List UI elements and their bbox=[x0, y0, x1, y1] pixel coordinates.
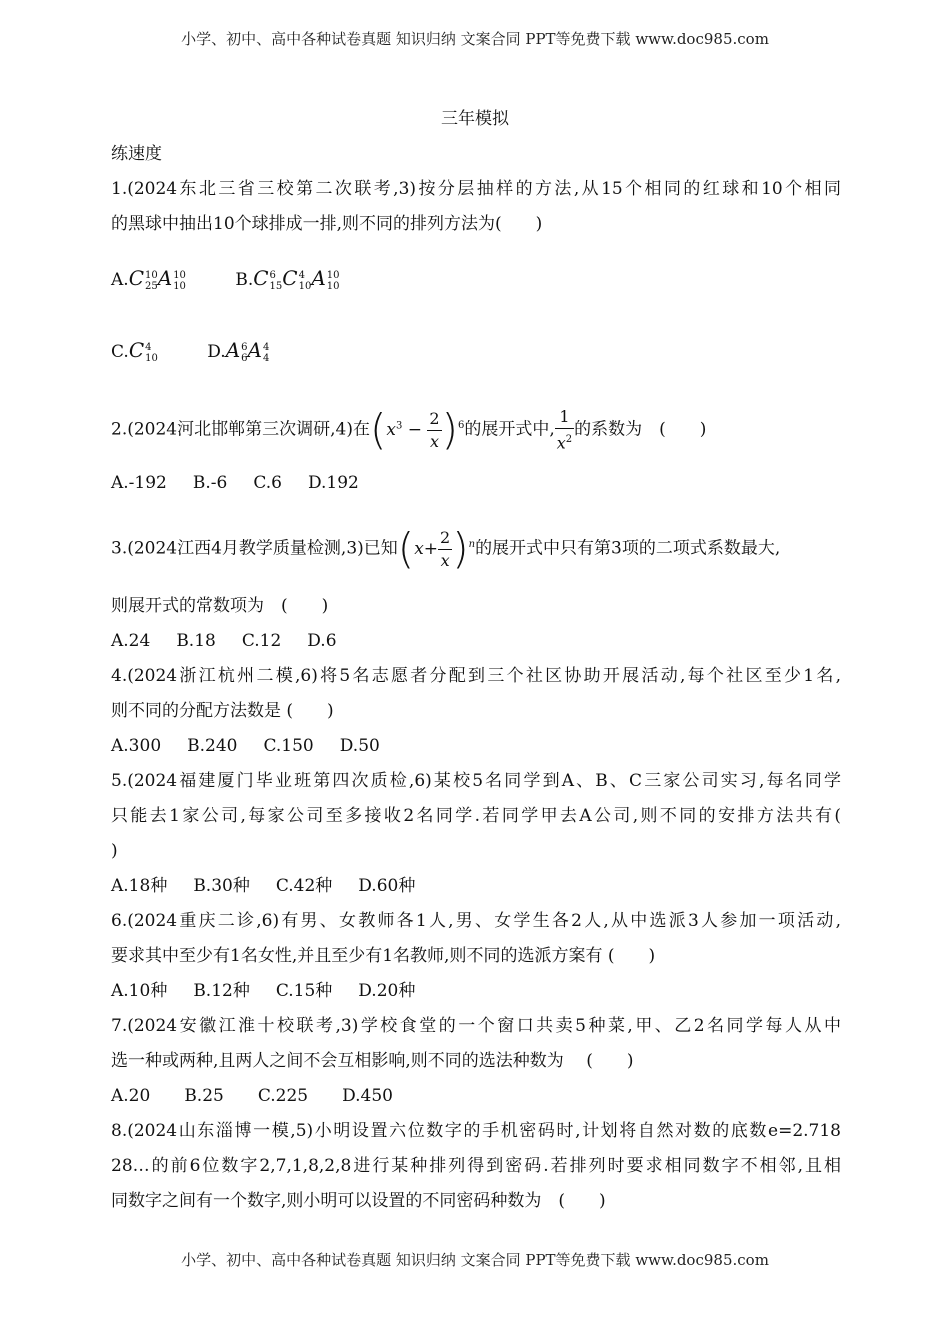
q6-option-c: C.15种 bbox=[275, 981, 333, 1001]
q4-option-a: A.300 bbox=[111, 736, 162, 756]
q3-option-a: A.24 bbox=[111, 631, 151, 651]
q3-options bbox=[111, 624, 841, 659]
q2-expression: $x^3$ − $\frac{2}{x}$ bbox=[386, 408, 440, 451]
q5-options bbox=[111, 869, 841, 904]
q8-text-line3: 同数字之间有一个数字,则小明可以设置的不同密码种数为 ( ) bbox=[111, 1191, 606, 1211]
section-heading: 练速度 bbox=[111, 144, 162, 164]
q8-text-line1: 8.(2024山东淄博一模,5)小明设置六位数字的手机密码时,计划将自然对数的底数e=2.718 bbox=[111, 1121, 841, 1141]
q4-option-b: B.240 bbox=[187, 736, 238, 756]
q2-options bbox=[111, 466, 841, 501]
q7-text-line1: 7.(2024安徽江淮十校联考,3)学校食堂的一个窗口共卖5种菜,甲、乙2名同学每人从中 bbox=[111, 1016, 841, 1036]
q5-text-line2: 只能去1家公司,每家公司至多接收2名同学.若同学甲去A公司,则不同的安排方法共有( bbox=[111, 806, 841, 826]
q4-option-c: C.150 bbox=[263, 736, 314, 756]
q5-option-b: B.30种 bbox=[193, 876, 250, 896]
q4-text-line1: 4.(2024浙江杭州二模,6)将5名志愿者分配到三个社区协助开展活动,每个社区至少1名, bbox=[111, 666, 841, 686]
page-title: 三年模拟 bbox=[441, 109, 509, 129]
q6-text-line1: 6.(2024重庆二诊,6)有男、女教师各1人,男、女学生各2人,从中选派3人参加一项活动, bbox=[111, 911, 841, 931]
q4-text-line2: 则不同的分配方法数是 ( ) bbox=[111, 701, 334, 721]
q5-text-line1: 5.(2024福建厦门毕业班第四次质检,6)某校5名同学到A、B、C三家公司实习,每名同学 bbox=[111, 771, 841, 791]
q7-option-b: B.25 bbox=[184, 1086, 224, 1106]
q8-text-line2: 28…的前6位数字2,7,1,8,2,8进行某种排列得到密码.若排列时要求相同数字不相邻,且相 bbox=[111, 1156, 841, 1176]
q3-option-d: D.6 bbox=[307, 631, 337, 651]
q2-text: 2.(2024河北邯郸第三次调研,4)在($x^3$ − $\frac{2}{x}$ )$^6$的展开式中, $\frac{1}{x^2}$ 的系数为 ( ) bbox=[111, 405, 707, 455]
q3-option-c: C.12 bbox=[241, 631, 282, 651]
q1-options-row2 bbox=[111, 314, 841, 386]
q3-option-b: B.18 bbox=[176, 631, 216, 651]
page-footer: 小学、初中、高中各种试卷真题 知识归纳 文案合同 PPT等免费下载 www.doc985.com bbox=[181, 1251, 769, 1269]
question-list bbox=[111, 137, 841, 1219]
q1-option-b: B.C 6 15 C 4 10 A 10 10 bbox=[235, 266, 340, 292]
q5-option-c: C.42种 bbox=[275, 876, 333, 896]
q1-option-c: C.C 4 10 bbox=[111, 338, 158, 364]
q3-text-line2: 则展开式的常数项为 ( ) bbox=[111, 596, 329, 616]
q1-option-a: A.C 10 25 A 10 10 bbox=[111, 266, 186, 292]
q1-options-row1 bbox=[111, 242, 841, 314]
q4-option-d: D.50 bbox=[339, 736, 380, 756]
q7-option-d: D.450 bbox=[342, 1086, 393, 1106]
q1-text-line1: 1.(2024东北三省三校第二次联考,3)按分层抽样的方法,从15个相同的红球和10个相同 bbox=[111, 179, 841, 199]
page-header: 小学、初中、高中各种试卷真题 知识归纳 文案合同 PPT等免费下载 www.doc985.com bbox=[181, 30, 769, 48]
q7-options bbox=[111, 1079, 841, 1114]
q2-option-a: A.-192 bbox=[111, 473, 167, 493]
q6-option-a: A.10种 bbox=[111, 981, 168, 1001]
q7-option-a: A.20 bbox=[111, 1086, 151, 1106]
q6-option-b: B.12种 bbox=[193, 981, 250, 1001]
q7-text-line2: 选一种或两种,且两人之间不会互相影响,则不同的选法种数为 ( ) bbox=[111, 1051, 634, 1071]
q2-option-b: B.-6 bbox=[192, 473, 228, 493]
q3-text-line1: 3.(2024江西4月教学质量检测,3)已知(x+ $\frac{2}{x}$ )$^n$的展开式中只有第3项的二项式系数最大, bbox=[111, 524, 781, 574]
q1-option-d: D.A 6 6 A 4 4 bbox=[207, 338, 270, 364]
q5-option-a: A.18种 bbox=[111, 876, 168, 896]
q6-text-line2: 要求其中至少有1名女性,并且至少有1名教师,则不同的选派方案有 ( ) bbox=[111, 946, 656, 966]
q2-option-c: C.6 bbox=[253, 473, 282, 493]
q1-text-line2: 的黑球中抽出10个球排成一排,则不同的排列方法为( ) bbox=[111, 214, 543, 234]
q3-expression: x+ $\frac{2}{x}$ bbox=[414, 527, 451, 570]
q2-fraction: $\frac{1}{x^2}$ bbox=[556, 406, 573, 453]
q5-text-line3: ) bbox=[111, 841, 118, 861]
q5-option-d: D.60种 bbox=[358, 876, 416, 896]
q6-option-d: D.20种 bbox=[358, 981, 416, 1001]
q4-options bbox=[111, 729, 841, 764]
q6-options bbox=[111, 974, 841, 1009]
q2-option-d: D.192 bbox=[307, 473, 359, 493]
q7-option-c: C.225 bbox=[257, 1086, 309, 1106]
